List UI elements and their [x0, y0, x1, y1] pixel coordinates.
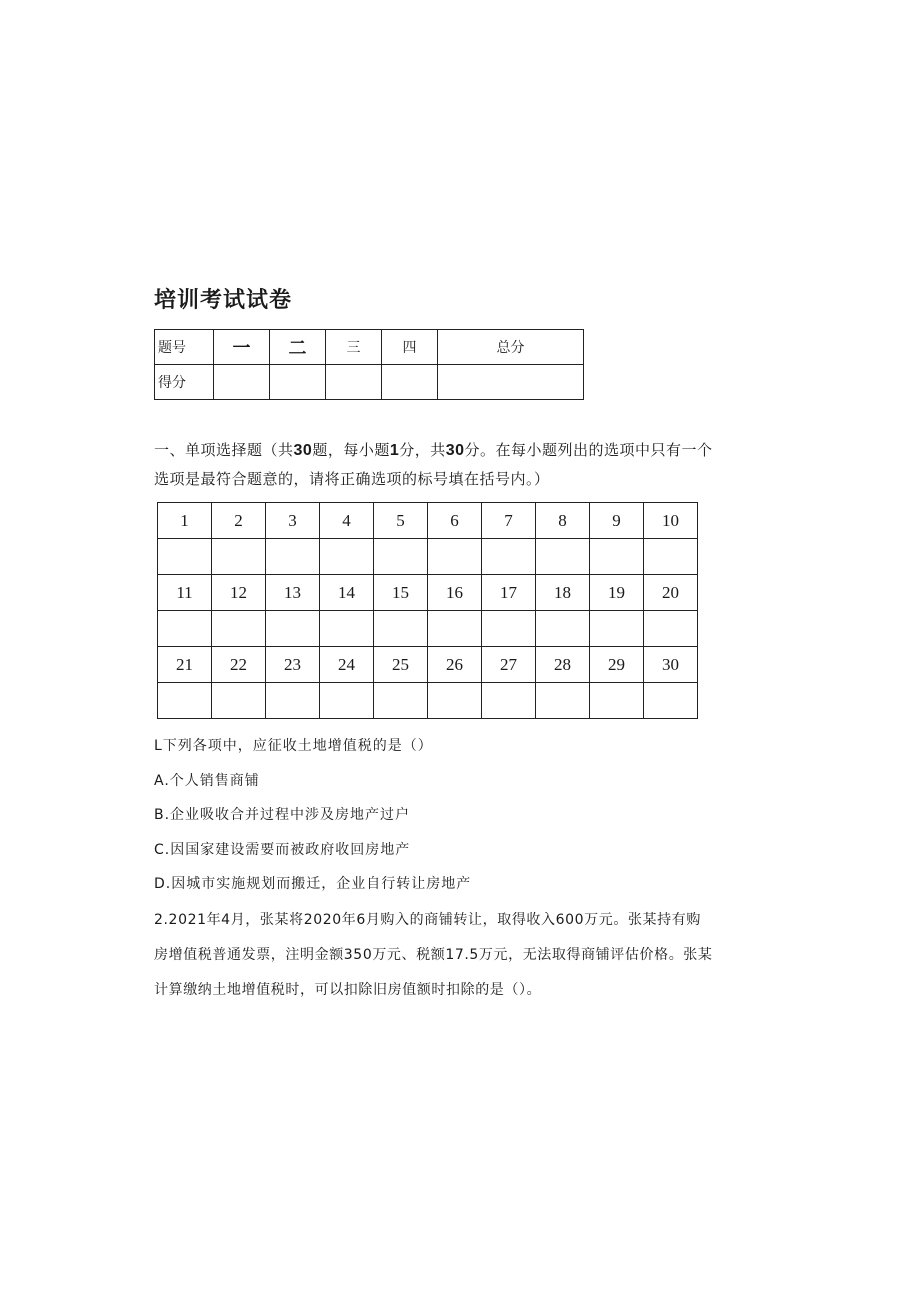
answer-blank-cell — [590, 683, 644, 719]
answer-number: 29 — [590, 647, 644, 683]
answer-blank-cell — [374, 539, 428, 575]
score-cell — [270, 365, 326, 400]
answer-number: 12 — [212, 575, 266, 611]
answer-blank-cell — [158, 611, 212, 647]
score-total-cell — [438, 365, 584, 400]
section-1-instructions — [154, 436, 724, 493]
section-1-text-c: 分，共 — [399, 441, 446, 459]
answer-blank-cell — [320, 683, 374, 719]
section-1-text-a: 一、单项选择题（共 — [154, 441, 294, 459]
answer-number: 1 — [158, 503, 212, 539]
score-table-score-row — [155, 365, 584, 400]
answer-number: 4 — [320, 503, 374, 539]
score-cell — [214, 365, 270, 400]
answer-number: 14 — [320, 575, 374, 611]
answer-number: 24 — [320, 647, 374, 683]
score-col-2-label: 二 — [288, 338, 307, 359]
score-col-1 — [214, 330, 270, 365]
score-col-1-label: 一 — [232, 338, 251, 359]
answer-number: 7 — [482, 503, 536, 539]
score-col-2 — [270, 330, 326, 365]
answer-blank-cell — [266, 611, 320, 647]
answer-number: 26 — [428, 647, 482, 683]
answer-number: 18 — [536, 575, 590, 611]
answer-blank-row — [158, 539, 698, 575]
answer-blank-cell — [212, 611, 266, 647]
score-total-label: 总分 — [438, 330, 584, 365]
score-col-4: 四 — [382, 330, 438, 365]
answer-blank-cell — [374, 611, 428, 647]
answer-blank-cell — [536, 611, 590, 647]
answer-number: 25 — [374, 647, 428, 683]
answer-number: 23 — [266, 647, 320, 683]
answer-number: 20 — [644, 575, 698, 611]
answer-number-row — [158, 503, 698, 539]
page-title: 培训考试试卷 — [154, 288, 293, 313]
score-cell — [326, 365, 382, 400]
score-row-label: 得分 — [155, 365, 214, 400]
answer-blank-cell — [320, 611, 374, 647]
answer-number: 17 — [482, 575, 536, 611]
answer-blank-cell — [644, 611, 698, 647]
answer-number: 19 — [590, 575, 644, 611]
score-table-header-row — [155, 330, 584, 365]
answer-number: 28 — [536, 647, 590, 683]
answer-number: 16 — [428, 575, 482, 611]
answer-blank-cell — [158, 683, 212, 719]
question-1-option-c: C.因国家建设需要而被政府收回房地产 — [154, 842, 411, 858]
question-1-option-b: B.企业吸收合并过程中涉及房地产过户 — [154, 807, 411, 823]
answer-number: 6 — [428, 503, 482, 539]
answer-blank-cell — [482, 683, 536, 719]
answer-number: 30 — [644, 647, 698, 683]
answer-number: 11 — [158, 575, 212, 611]
answer-blank-cell — [428, 611, 482, 647]
score-header-label: 题号 — [155, 330, 214, 365]
section-1-points-each: 1 — [389, 442, 400, 459]
answer-blank-row — [158, 611, 698, 647]
answer-number: 13 — [266, 575, 320, 611]
question-1-stem: L下列各项中，应征收土地增值税的是（） — [154, 738, 433, 754]
answer-blank-cell — [536, 539, 590, 575]
answer-blank-cell — [590, 539, 644, 575]
score-cell — [382, 365, 438, 400]
answer-blank-cell — [482, 539, 536, 575]
answer-number-row — [158, 575, 698, 611]
answer-number: 22 — [212, 647, 266, 683]
question-1-option-a: A.个人销售商铺 — [154, 773, 260, 789]
answer-number: 5 — [374, 503, 428, 539]
answer-number: 10 — [644, 503, 698, 539]
answer-blank-cell — [644, 539, 698, 575]
answer-blank-cell — [212, 683, 266, 719]
answer-number: 2 — [212, 503, 266, 539]
section-1-text-b: 题，每小题 — [312, 441, 390, 459]
answer-blank-cell — [428, 683, 482, 719]
section-1-text-d: 分。在每小题列出的选项中只有一个选项是最符合题意的，请将正确选项的标号填在括号内。） — [154, 441, 713, 488]
answer-number: 15 — [374, 575, 428, 611]
section-1-question-count: 30 — [293, 442, 313, 459]
answer-number: 27 — [482, 647, 536, 683]
answer-blank-cell — [212, 539, 266, 575]
answer-blank-cell — [158, 539, 212, 575]
answer-blank-cell — [266, 683, 320, 719]
answer-number: 3 — [266, 503, 320, 539]
answer-number: 21 — [158, 647, 212, 683]
answer-number-row — [158, 647, 698, 683]
answer-blank-row — [158, 683, 698, 719]
answer-blank-cell — [374, 683, 428, 719]
score-col-3: 三 — [326, 330, 382, 365]
answer-blank-cell — [428, 539, 482, 575]
answer-grid — [157, 502, 698, 719]
score-table — [154, 329, 584, 400]
answer-blank-cell — [536, 683, 590, 719]
answer-blank-cell — [590, 611, 644, 647]
answer-number: 9 — [590, 503, 644, 539]
answer-blank-cell — [266, 539, 320, 575]
answer-number: 8 — [536, 503, 590, 539]
answer-blank-cell — [320, 539, 374, 575]
answer-blank-cell — [644, 683, 698, 719]
question-1-option-d: D.因城市实施规划而搬迁，企业自行转让房地产 — [154, 876, 472, 892]
answer-blank-cell — [482, 611, 536, 647]
section-1-points-total: 30 — [445, 442, 465, 459]
question-2-stem: 2.2021年4月，张某将2020年6月购入的商铺转让，取得收入600万元。张某持有购房增值税普通发票，注明金额350万元、税额17.5万元，无法取得商铺评估价格。张某计算缴纳土地增值税时，可以扣除旧房值额时扣除的是（）。 — [154, 912, 713, 998]
